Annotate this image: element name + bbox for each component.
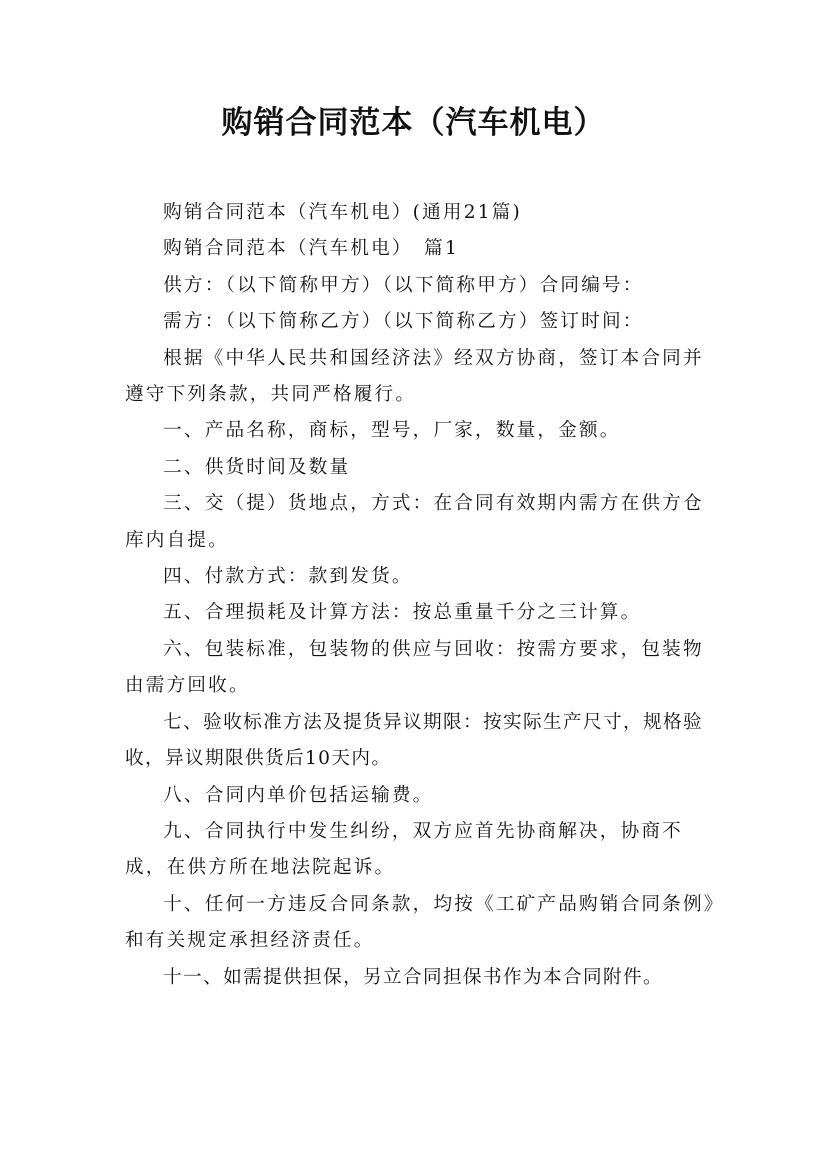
paragraph-clause-11: 十一、如需提供担保，另立合同担保书作为本合同附件。 (163, 966, 663, 988)
paragraph-clause-5: 五、合理损耗及计算方法：按总重量千分之三计算。 (163, 602, 642, 624)
paragraph-supplier: 供方：（以下简称甲方）（以下简称甲方）合同编号： (163, 274, 644, 296)
paragraph-preamble: 根据《中华人民共和国经济法》经双方协商，签订本合同并遵守下列条款，共同严格履行。 (125, 347, 704, 406)
paragraph-buyer: 需方：（以下简称乙方）（以下简称乙方）签订时间： (163, 311, 644, 333)
paragraph-clause-8: 八、合同内单价包括运输费。 (163, 784, 434, 806)
paragraph-clause-10: 十、任何一方违反合同条款，均按《工矿产品购销合同条例》和有关规定承担经济责任。 (125, 893, 716, 952)
document-body (125, 195, 717, 996)
paragraph-clause-3: 三、交（提）货地点，方式：在合同有效期内需方在供方仓库内自提。 (125, 493, 704, 551)
paragraph-clause-9: 九、合同执行中发生纠纷，双方应首先协商解决，协商不成，在供方所在地法院起诉。 (125, 820, 683, 879)
paragraph-clause-4: 四、付款方式：款到发货。 (163, 566, 413, 588)
paragraph-clause-6: 六、包装标准，包装物的供应与回收：按需方要求，包装物由需方回收。 (125, 638, 704, 697)
paragraph-heading: 购销合同范本（汽车机电）(通用21篇) (163, 202, 522, 223)
paragraph-clause-1: 一、产品名称，商标，型号，厂家，数量，金额。 (163, 420, 621, 442)
paragraph-clause-7: 七、验收标准方法及提货异议期限：按实际生产尺寸，规格验收，异议期限供货后10天内。 (125, 711, 703, 770)
paragraph-clause-2: 二、供货时间及数量 (163, 456, 351, 478)
document-title: 购销合同范本（汽车机电） (221, 105, 606, 141)
paragraph-section-title: 购销合同范本（汽车机电） 篇1 (163, 238, 459, 260)
